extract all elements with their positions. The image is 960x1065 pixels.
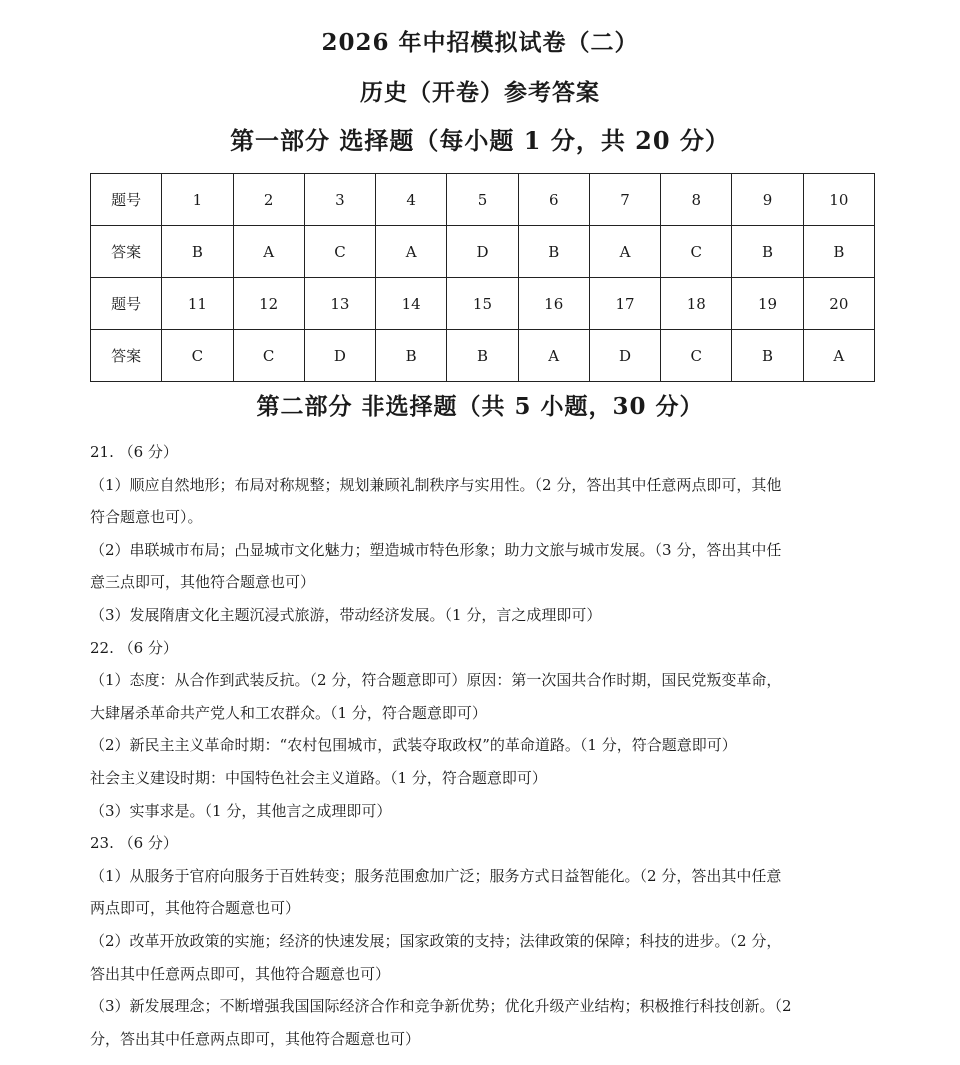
answer-row bbox=[91, 226, 875, 278]
answer-line: 符合题意也可）。 bbox=[90, 508, 203, 527]
answer-table bbox=[90, 173, 875, 382]
answer-row bbox=[91, 330, 875, 382]
question-number-row bbox=[91, 278, 875, 330]
answer-line: （3）发展隋唐文化主题沉浸式旅游，带动经济发展。（1 分，言之成理即可） bbox=[90, 605, 602, 624]
table-cell: D bbox=[304, 330, 375, 382]
row-header-cell: 题号 bbox=[91, 278, 162, 330]
table-cell: B bbox=[447, 330, 518, 382]
table-cell: 7 bbox=[589, 174, 660, 226]
table-cell: 5 bbox=[447, 174, 518, 226]
answer-line: （2）串联城市布局；凸显城市文化魅力；塑造城市特色形象；助力文旅与城市发展。（3 分，答出其中任 bbox=[90, 540, 782, 559]
answer-line: （2）新民主主义革命时期：“农村包围城市，武装夺取政权”的革命道路。（1 分，符合题意即可） bbox=[90, 736, 737, 755]
part1-heading: 第一部分 选择题（每小题 1 分，共 20 分） bbox=[230, 126, 730, 155]
table-cell: A bbox=[233, 226, 304, 278]
table-cell: 19 bbox=[732, 278, 803, 330]
question-number-row bbox=[91, 174, 875, 226]
table-cell: C bbox=[304, 226, 375, 278]
part2-heading: 第二部分 非选择题（共 5 小题，30 分） bbox=[256, 393, 704, 420]
table-cell: 18 bbox=[661, 278, 732, 330]
table-cell: B bbox=[732, 330, 803, 382]
table-cell: C bbox=[162, 330, 233, 382]
table-cell: A bbox=[589, 226, 660, 278]
table-cell: 15 bbox=[447, 278, 518, 330]
exam-title: 2026 年中招模拟试卷（二） bbox=[321, 29, 639, 56]
answer-line: （1）从服务于官府向服务于百姓转变；服务范围愈加广泛；服务方式日益智能化。（2 分，答出其中任意 bbox=[90, 866, 782, 885]
table-cell: D bbox=[589, 330, 660, 382]
table-cell: B bbox=[162, 226, 233, 278]
table-cell: D bbox=[447, 226, 518, 278]
table-cell: A bbox=[376, 226, 447, 278]
answer-line: 大肆屠杀革命共产党人和工农群众。（1 分，符合题意即可） bbox=[90, 703, 487, 722]
answer-line: （2）改革开放政策的实施；经济的快速发展；国家政策的支持；法律政策的保障；科技的进步。（2 分， bbox=[90, 931, 782, 950]
table-cell: 6 bbox=[518, 174, 589, 226]
table-cell: 14 bbox=[376, 278, 447, 330]
row-header-cell: 答案 bbox=[91, 330, 162, 382]
table-cell: 20 bbox=[803, 278, 874, 330]
answer-line: 社会主义建设时期：中国特色社会主义道路。（1 分，符合题意即可） bbox=[90, 768, 547, 787]
table-cell: 3 bbox=[304, 174, 375, 226]
row-header-cell: 答案 bbox=[91, 226, 162, 278]
table-cell: B bbox=[376, 330, 447, 382]
table-cell: 1 bbox=[162, 174, 233, 226]
answer-line: （3）新发展理念；不断增强我国国际经济合作和竞争新优势；优化升级产业结构；积极推行科技创新。（2 bbox=[90, 997, 792, 1016]
answer-line: 分，答出其中任意两点即可，其他符合题意也可） bbox=[90, 1029, 421, 1048]
answer-line: （1）顺应自然地形；布局对称规整；规划兼顾礼制秩序与实用性。（2 分，答出其中任意两点即可，其他 bbox=[90, 475, 782, 494]
row-header-cell: 题号 bbox=[91, 174, 162, 226]
answer-line: 两点即可，其他符合题意也可） bbox=[90, 899, 301, 918]
answer-line: 答出其中任意两点即可，其他符合题意也可） bbox=[90, 964, 391, 983]
table-cell: C bbox=[661, 226, 732, 278]
table-cell: 8 bbox=[661, 174, 732, 226]
table-cell: B bbox=[518, 226, 589, 278]
table-cell: 4 bbox=[376, 174, 447, 226]
table-cell: 2 bbox=[233, 174, 304, 226]
table-cell: 10 bbox=[803, 174, 874, 226]
answer-line: 21. （6 分） bbox=[90, 443, 178, 461]
exam-subtitle: 历史（开卷）参考答案 bbox=[360, 79, 600, 106]
table-cell: 11 bbox=[162, 278, 233, 330]
answer-line: 22. （6 分） bbox=[90, 638, 178, 657]
table-cell: 16 bbox=[518, 278, 589, 330]
answer-line: （1）态度：从合作到武装反抗。（2 分，符合题意即可）原因：第一次国共合作时期，国民党叛变革命， bbox=[90, 671, 782, 690]
answer-text-block bbox=[90, 436, 880, 1055]
table-cell: 9 bbox=[732, 174, 803, 226]
table-cell: C bbox=[233, 330, 304, 382]
answer-line: （3）实事求是。（1 分，其他言之成理即可） bbox=[90, 801, 392, 820]
table-cell: 17 bbox=[589, 278, 660, 330]
table-cell: B bbox=[732, 226, 803, 278]
table-cell: 12 bbox=[233, 278, 304, 330]
table-cell: A bbox=[803, 330, 874, 382]
table-cell: B bbox=[803, 226, 874, 278]
answer-line: 意三点即可，其他符合题意也可） bbox=[90, 573, 316, 592]
table-cell: C bbox=[661, 330, 732, 382]
table-cell: A bbox=[518, 330, 589, 382]
answer-line: 23. （6 分） bbox=[90, 834, 178, 853]
table-cell: 13 bbox=[304, 278, 375, 330]
